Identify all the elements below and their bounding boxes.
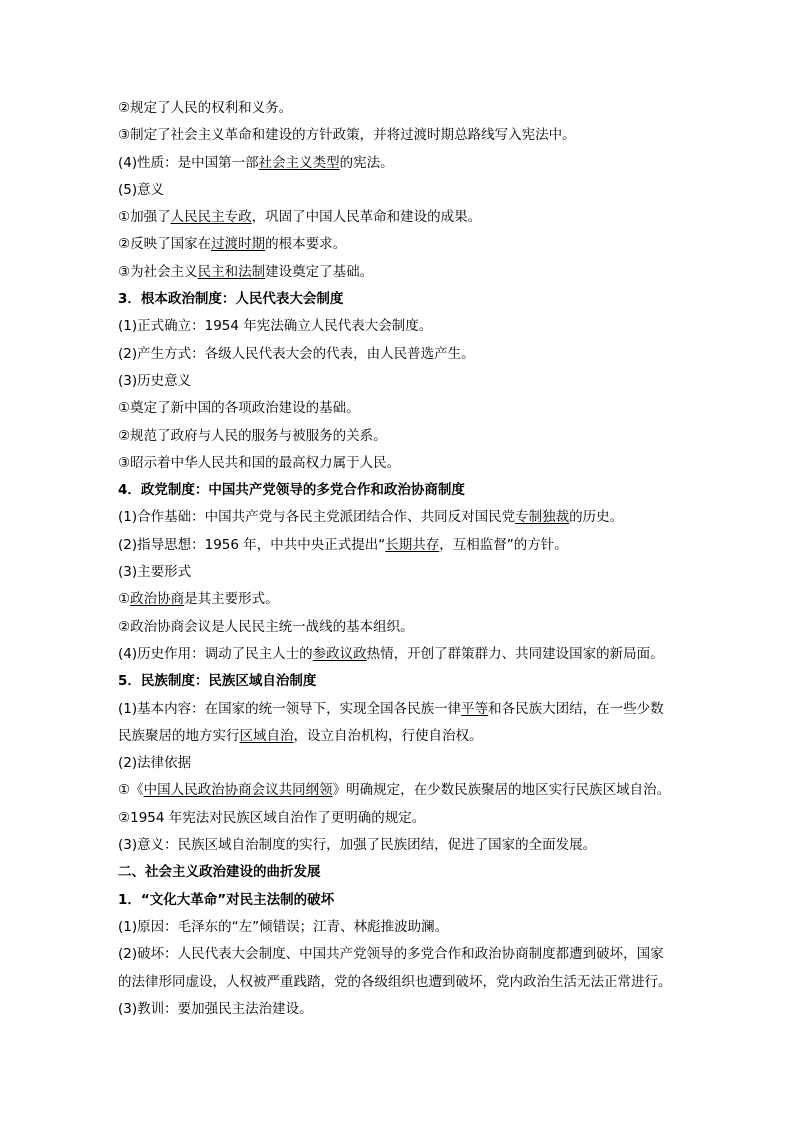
text-segment: ②反映了国家在 <box>118 236 212 253</box>
text-line <box>118 914 688 941</box>
text-segment: (3)教训：要加强民主法治建设。 <box>118 1000 313 1017</box>
text-line <box>118 423 688 450</box>
underlined-term: 人民民主专政 <box>170 209 252 226</box>
underlined-term: 政治协商 <box>130 591 185 608</box>
text-line <box>118 313 688 340</box>
document-page <box>118 95 688 1023</box>
text-segment: (1)正式确立：1954 年宪法确立人民代表大会制度。 <box>118 318 433 335</box>
text-segment: 是其主要形式。 <box>184 591 279 608</box>
text-line <box>118 941 688 968</box>
text-line <box>118 150 688 177</box>
text-segment: (2)产生方式：各级人民代表大会的代表，由人民普选产生。 <box>118 345 475 362</box>
text-segment: (5)意义 <box>118 181 165 198</box>
text-line <box>118 750 688 777</box>
text-segment: ③为社会主义 <box>118 263 198 280</box>
text-segment: ②政治协商会议是人民民主统一战线的基本组织。 <box>118 618 414 635</box>
underlined-term: 参政议政 <box>312 645 367 662</box>
text-segment: 3．根本政治制度：人民代表大会制度 <box>118 291 344 308</box>
text-segment: 的历史。 <box>569 509 624 526</box>
text-segment: ③制定了社会主义革命和建设的方针政策，并将过渡时期总路线写入宪法中。 <box>118 127 576 144</box>
text-line <box>118 614 688 641</box>
text-segment: 建设奠定了基础。 <box>265 263 374 280</box>
text-segment: 的根本要求。 <box>265 236 347 253</box>
text-line <box>118 450 688 477</box>
text-segment: ②1954 年宪法对民族区域自治作了更明确的规定。 <box>118 809 426 826</box>
text-segment: (3)主要形式 <box>118 564 192 581</box>
underlined-term: 区域自治 <box>239 727 294 744</box>
text-segment: ①加强了 <box>118 209 171 226</box>
text-line <box>118 996 688 1023</box>
underlined-term: 专制独裁 <box>515 509 570 526</box>
text-segment: ①《 <box>118 782 144 799</box>
text-segment: 》明确规定，在少数民族聚居的地区实行民族区域自治。 <box>332 782 671 799</box>
text-line <box>118 559 688 586</box>
text-segment: (1)原因：毛泽东的“左”倾错误；江青、林彪推波助澜。 <box>118 918 449 935</box>
text-segment: 热情，开创了群策群力、共同建设国家的新局面。 <box>366 645 664 662</box>
text-segment: ① <box>118 591 131 608</box>
text-segment: 和各民族大团结，在一些少数 <box>488 700 664 717</box>
text-line <box>118 969 688 996</box>
text-line <box>118 95 688 122</box>
text-line <box>118 231 688 258</box>
section-heading <box>118 286 688 313</box>
text-segment: ，互相监督”的方针。 <box>439 536 568 553</box>
text-segment: 的法律形同虚设，人权被严重践踏，党的各级组织也遭到破坏，党内政治生活无法正常进行。 <box>118 973 672 990</box>
underlined-term: 民主和法制 <box>197 263 266 280</box>
text-segment: ①奠定了新中国的各项政治建设的基础。 <box>118 400 360 417</box>
underlined-term: 社会主义类型 <box>258 154 340 171</box>
text-segment: (2)法律依据 <box>118 755 192 772</box>
text-segment: (2)破坏：人民代表大会制度、中国共产党领导的多党合作和政治协商制度都遭到破坏，国家 <box>118 946 664 963</box>
text-line <box>118 395 688 422</box>
text-segment: (1)基本内容：在国家的统一领导下，实现全国各民族一律 <box>118 700 462 717</box>
text-segment: (1)合作基础：中国共产党与各民主党派团结合作、共同反对国民党 <box>118 509 516 526</box>
underlined-term: 中国人民政治协商会议共同纲领 <box>143 782 333 799</box>
text-segment: (2)指导思想：1956 年，中共中央正式提出“ <box>118 536 386 553</box>
text-line <box>118 586 688 613</box>
underlined-term: 过渡时期 <box>211 236 266 253</box>
text-segment: ②规范了政府与人民的服务与被服务的关系。 <box>118 427 387 444</box>
text-line <box>118 777 688 804</box>
text-segment: 5．民族制度：民族区域自治制度 <box>118 673 317 690</box>
text-line <box>118 259 688 286</box>
text-line <box>118 504 688 531</box>
text-segment: ③昭示着中华人民共和国的最高权力属于人民。 <box>118 454 401 471</box>
text-segment: ，设立自治机构，行使自治权。 <box>293 727 483 744</box>
text-line <box>118 805 688 832</box>
text-line <box>118 341 688 368</box>
text-line <box>118 122 688 149</box>
underlined-term: 长期共存 <box>385 536 440 553</box>
underlined-term: 平等 <box>461 700 489 717</box>
section-heading <box>118 887 688 914</box>
text-segment: 的宪法。 <box>339 154 394 171</box>
text-segment: (3)历史意义 <box>118 372 192 389</box>
text-line <box>118 368 688 395</box>
text-line <box>118 832 688 859</box>
text-segment: (4)性质：是中国第一部 <box>118 154 259 171</box>
section-heading <box>118 859 688 886</box>
text-line <box>118 204 688 231</box>
text-segment: 民族聚居的地方实行 <box>118 727 240 744</box>
text-line <box>118 723 688 750</box>
text-segment: 1．“文化大革命”对民主法制的破坏 <box>118 891 335 908</box>
text-segment: ，巩固了中国人民革命和建设的成果。 <box>251 209 482 226</box>
section-heading <box>118 668 688 695</box>
text-line <box>118 696 688 723</box>
text-segment: (3)意义：民族区域自治制度的实行，加强了民族团结，促进了国家的全面发展。 <box>118 837 597 854</box>
text-segment: 4．政党制度：中国共产党领导的多党合作和政治协商制度 <box>118 482 465 499</box>
text-line <box>118 532 688 559</box>
text-segment: ②规定了人民的权利和义务。 <box>118 100 293 116</box>
text-line <box>118 641 688 668</box>
text-line <box>118 177 688 204</box>
text-segment: 二、社会主义政治建设的曲折发展 <box>118 864 321 881</box>
text-segment: (4)历史作用：调动了民主人士的 <box>118 645 313 662</box>
section-heading <box>118 477 688 504</box>
